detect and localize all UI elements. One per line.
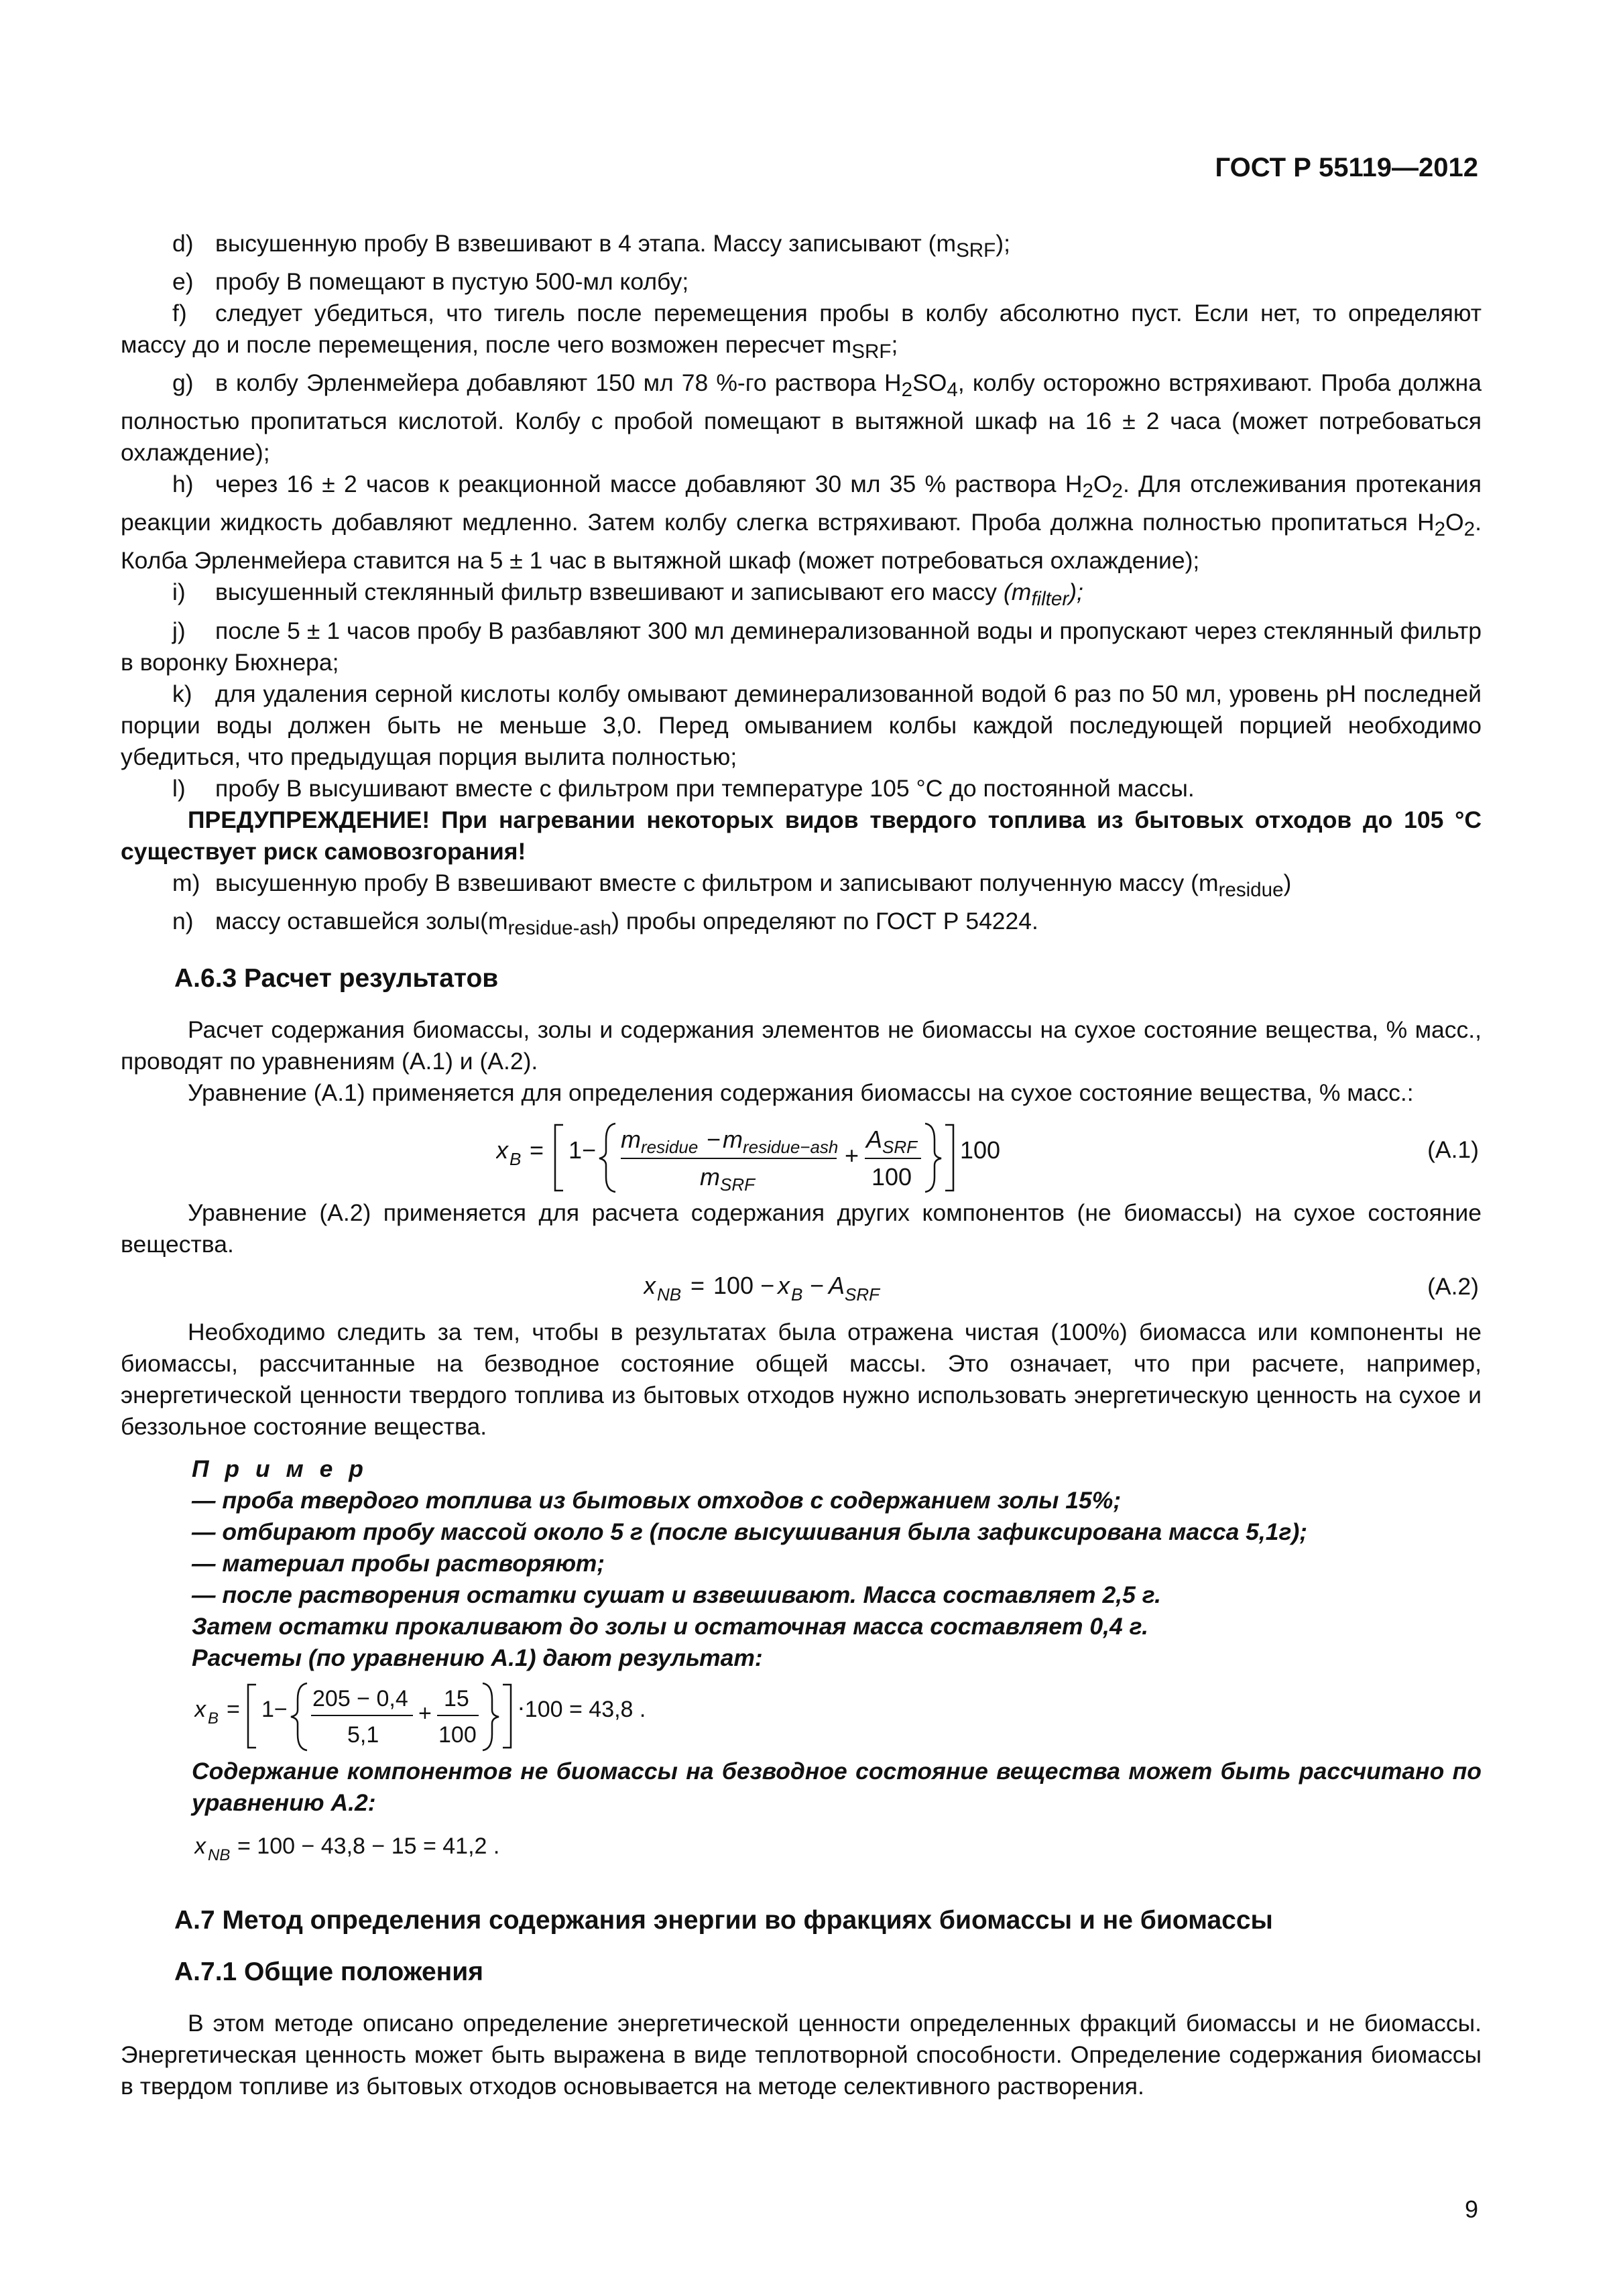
svg-text:1−: 1− <box>261 1696 288 1722</box>
svg-text:=: = <box>227 1696 240 1722</box>
section-a63-para3: Уравнение (А.2) применяется для расчета содержания других компонентов (не биомассы) на сухое состояние вещества. <box>121 1199 1482 1258</box>
svg-text:100: 100 <box>960 1136 1001 1164</box>
step-f: f) следует убедиться, что тигель после перемещения пробы в колбу абсолютно пуст. Если нет, то определяют массу до и после перемещения, после чего возможен пересчет $m_{SRF}$; <box>121 300 1482 363</box>
svg-text:m: m <box>621 1125 641 1153</box>
example-title: П р и м е р <box>192 1455 368 1482</box>
calc1-hundred: 100 <box>438 1721 477 1748</box>
svg-text:B: B <box>509 1148 522 1169</box>
calc1-denominator: 5,1 <box>347 1721 379 1748</box>
example-item-4: — после растворения остатки сушат и взвешивают. Масса составляет 2,5 г. <box>192 1581 1162 1608</box>
svg-text:A: A <box>829 1271 845 1299</box>
example-calculation-1-formula <box>194 1678 811 1752</box>
svg-text:=: = <box>690 1271 705 1299</box>
calc1-result: ⋅100 = 43,8 . <box>518 1696 646 1722</box>
svg-text:x: x <box>644 1271 656 1299</box>
step-i: i) высушенный стеклянный фильтр взвешивают и записывают его массу $(m_{filter})$; <box>172 579 1083 611</box>
svg-text:+: + <box>845 1141 859 1169</box>
example-line-7: Содержание компонентов не биомассы на безводное состояние вещества может быть рассчитано по уравнению А.2: <box>192 1757 1482 1816</box>
svg-text:m: m <box>723 1125 743 1153</box>
calc2-expression: = 100 − 43,8 − 15 = 41,2 . <box>237 1833 500 1859</box>
svg-text:100 −: 100 − <box>713 1271 775 1299</box>
section-a63-title: А.6.3 Расчет результатов <box>174 963 499 993</box>
step-d: d) высушенную пробу В взвешивают в 4 этапа. Массу записывают $(m_{SRF})$; <box>172 230 1010 262</box>
example-calculation-2 <box>121 1819 1482 1875</box>
svg-text:−: − <box>810 1271 825 1299</box>
step-g: g) в колбу Эрленмейера добавляют 150 мл 78 %-го раствора $H_2SO_4$, колбу осторожно встряхивают. Проба должна полностью пропитаться кислотой. Колбу с пробой помещают в вытяжной шкаф на 16 ± 2 часа (может потребоваться охлаждение); <box>121 369 1482 467</box>
example-line-5: Затем остатки прокаливают до золы и остаточная масса составляет 0,4 г. <box>192 1612 1148 1640</box>
step-e: e) пробу В помещают в пустую 500-мл колбу; <box>172 268 689 296</box>
svg-text:residue−ash: residue−ash <box>743 1136 839 1157</box>
svg-text:B: B <box>208 1709 219 1728</box>
equation-a2-formula <box>644 1264 952 1311</box>
svg-text:residue: residue <box>641 1136 699 1157</box>
section-a63-para2: Уравнение (А.1) применяется для определения содержания биомассы на сухое состояние вещества, % масс.: <box>188 1079 1414 1106</box>
svg-text:SRF: SRF <box>845 1284 880 1305</box>
step-h: h) через 16 ± 2 часов к реакционной массе добавляют 30 мл 35 % раствора $H_2O_2$. Для отслеживания протекания реакции жидкость добавляют медленно. Затем колбу слегка встряхивают. Проба должна полностью пропитаться $H_2O_2$. Колба Эрленмейера ставится на 5 ± 1 час в вытяжной шкаф (может потребоваться охлаждение); <box>121 471 1482 575</box>
example-calculation-1 <box>121 1674 1482 1753</box>
step-m: m) высушенную пробу В взвешивают вместе с фильтром и записывают полученную массу $(m_{residue})$ <box>172 869 1292 901</box>
example-line-6: Расчеты (по уравнению А.1) дают результат: <box>192 1644 763 1671</box>
svg-text:B: B <box>791 1284 803 1305</box>
svg-text:x: x <box>778 1271 790 1299</box>
document-body <box>121 228 1482 2102</box>
equation-a1-number: (А.1) <box>1427 1136 1479 1163</box>
equation-a2 <box>121 1260 1482 1317</box>
svg-text:SRF: SRF <box>882 1136 917 1157</box>
step-j: j) после 5 ± 1 часов пробу В разбавляют 300 мл деминерализованной воды и пропускают через стеклянный фильтр в воронку Бюхнера; <box>121 617 1482 676</box>
svg-text:x: x <box>194 1696 206 1722</box>
example-item-2: — отбирают пробу массой около 5 г (после высушивания была зафиксирована масса 5,1г); <box>192 1518 1308 1545</box>
example-item-1: — проба твердого топлива из бытовых отходов с содержанием золы 15%; <box>192 1486 1122 1514</box>
document-header: ГОСТ Р 55119—2012 <box>1215 153 1478 182</box>
warning-text: ПРЕДУПРЕЖДЕНИЕ! При нагревании некоторых видов твердого топлива из бытовых отходов до 105 °C существует риск самовозгорания! <box>121 806 1482 865</box>
svg-text:m: m <box>700 1162 720 1191</box>
section-a7-title: А.7 Метод определения содержания энергии во фракциях биомассы и не биомассы <box>174 1905 1273 1935</box>
svg-text:x: x <box>496 1136 508 1164</box>
example-item-3: — материал пробы растворяют; <box>192 1549 605 1577</box>
svg-text:SRF: SRF <box>720 1174 755 1195</box>
svg-text:A: A <box>866 1125 883 1153</box>
calc1-numerator: 205 − 0,4 <box>312 1685 408 1711</box>
svg-text:=: = <box>530 1136 544 1164</box>
svg-text:100: 100 <box>871 1162 912 1191</box>
step-l: l) пробу В высушивают вместе с фильтром при температуре 105 °C до постоянной массы. <box>172 774 1195 802</box>
svg-text:1−: 1− <box>568 1136 597 1164</box>
svg-text:NB: NB <box>208 1846 231 1864</box>
equation-a2-number: (А.2) <box>1427 1272 1479 1300</box>
section-a63-para4: Необходимо следить за тем, чтобы в результатах была отражена чистая (100%) биомасса или компоненты не биомассы, рассчитанные на безводное состояние общей массы. Это означает, что при расчете, например, энергетической ценности твердого топлива из бытовых отходов нужно использовать энергетическую ценность на сухое и беззольное состояние вещества. <box>121 1318 1482 1440</box>
svg-text:NB: NB <box>657 1284 682 1305</box>
calc1-ash-value: 15 <box>444 1685 469 1711</box>
example-calculation-2-formula <box>194 1824 623 1871</box>
svg-text:x: x <box>194 1833 206 1859</box>
equation-a1 <box>121 1109 1482 1197</box>
page-number: 9 <box>1464 2195 1478 2223</box>
section-a71-para1: В этом методе описано определение энергетической ценности определенных фракций биомассы и не биомассы. Энергетическая ценность может быть выражена в виде теплотворной способности. Определение содержания биомассы в твердом топливе из бытовых отходов основывается на методе селективного растворения. <box>121 2009 1482 2100</box>
section-a71-title: А.7.1 Общие положения <box>174 1957 483 1986</box>
equation-a1-formula <box>496 1115 1153 1196</box>
step-k: k) для удаления серной кислоты колбу омывают деминерализованной водой 6 раз по 50 мл, уровень pH последней порции воды должен быть не меньше 3,0. Перед омыванием колбы каждой последующей порцией необходимо убедиться, что предыдущая порция вылита полностью; <box>121 680 1482 770</box>
svg-text:+: + <box>418 1700 432 1726</box>
section-a63-para1: Расчет содержания биомассы, золы и содержания элементов не биомассы на сухое состояние вещества, % масс., проводят по уравнениям (А.1) и (А.2). <box>121 1016 1482 1075</box>
svg-text:−: − <box>707 1125 721 1153</box>
step-n: n) массу оставшейся $золы(m_{residue-ash})$ пробы определяют по ГОСТ Р 54224. <box>172 907 1038 939</box>
